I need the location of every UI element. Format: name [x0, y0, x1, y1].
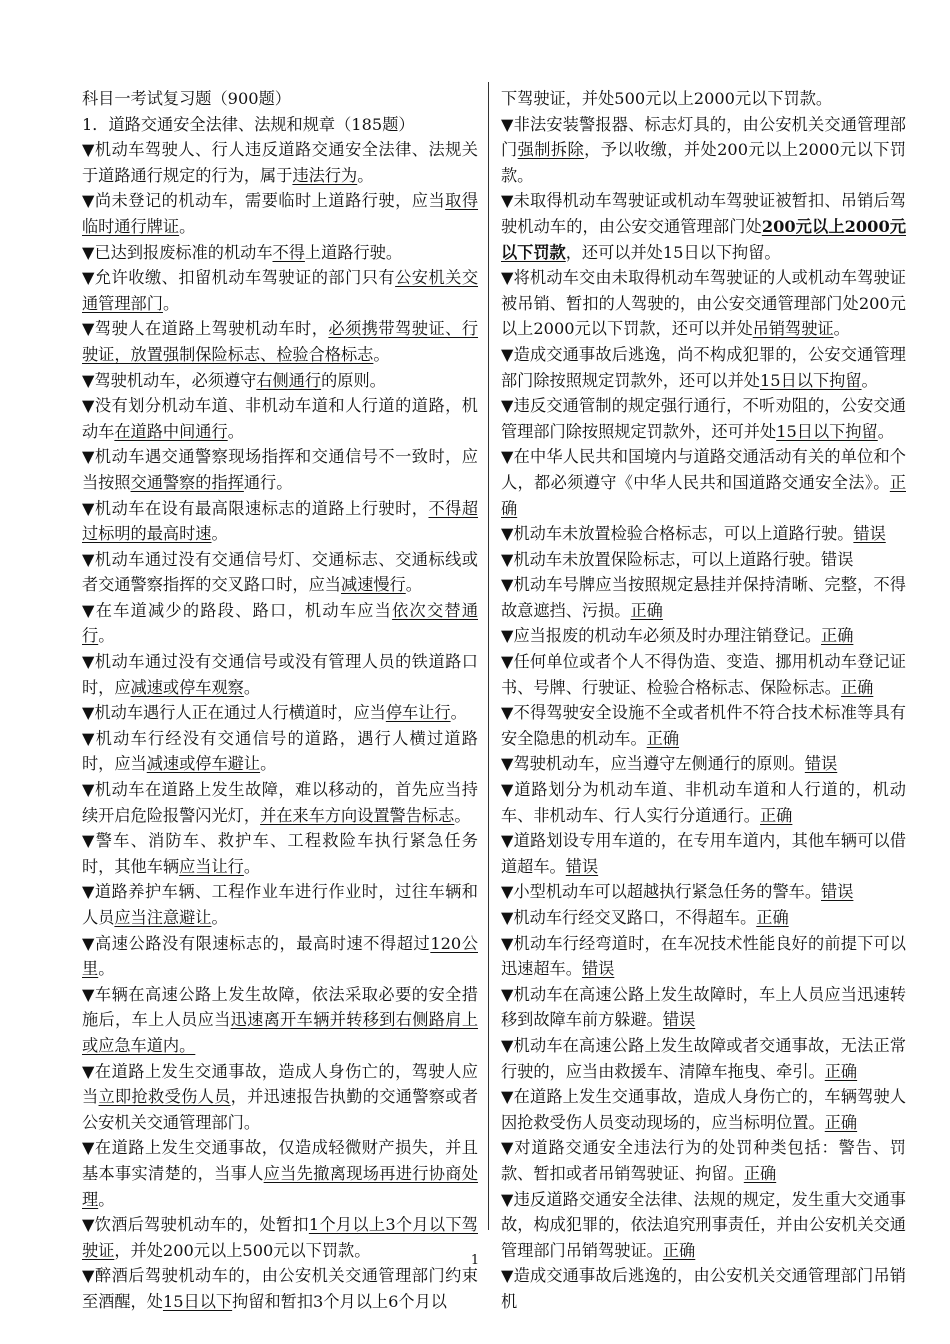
- question-item: [82, 188, 478, 239]
- question-text: ▼机动车在高速公路上发生故障时，车上人员应当迅速转移到故障车前方躲避。: [501, 984, 906, 1030]
- answer-text: 120公里: [82, 933, 478, 979]
- question-text: ▼违反交通管制的规定强行通行，不听劝阻的，公安交通管理部门除按照规定罚款外，还可并处: [501, 396, 906, 441]
- answer-text: 正确: [743, 1163, 777, 1183]
- question-item: [82, 137, 478, 188]
- question-text: 。: [373, 344, 390, 364]
- question-text: ▼任何单位或者个人不得伪造、变造、挪用机动车登记证书、号牌、行驶证、检验合格标志、保险标志。: [501, 652, 906, 697]
- answer-text: 正确: [824, 1112, 858, 1132]
- question-text: ▼在道路上发生交通事故，造成人身伤亡的，车辆驾驶人因抢救受伤人员变动现场的，应当标明位置。: [501, 1087, 906, 1132]
- answer-text: 减速慢行: [341, 575, 406, 595]
- question-text: ▼已达到报废标准的机动车: [82, 242, 273, 262]
- answer-text: 15日以下拘留: [760, 370, 862, 390]
- answer-text: 正确: [760, 805, 793, 825]
- question-text: ，还可以并处15日以下拘留。: [565, 242, 781, 262]
- question-text: 。: [454, 805, 471, 825]
- document-title: 科目一考试复习题（900题）: [82, 89, 291, 108]
- question-text: 。: [357, 165, 374, 185]
- question-text: 的原则。: [321, 370, 386, 390]
- question-text: 。: [98, 626, 115, 646]
- question-text: 下驾驶证，并处500元以上2000元以下罚款。: [501, 89, 833, 108]
- question-text: 。: [260, 754, 277, 774]
- question-item: [501, 112, 906, 189]
- question-item: [501, 1135, 906, 1186]
- question-text: ▼机动车通过没有交通信号或没有管理人员的铁道路口时，应: [82, 652, 478, 697]
- question-item: [82, 982, 478, 1059]
- answer-text: 错误: [821, 882, 854, 902]
- question-item: [501, 700, 906, 751]
- answer-text: 应当让行: [179, 856, 244, 876]
- answer-text: 取得临时通行牌证: [82, 191, 479, 236]
- question-text: 。: [211, 524, 228, 544]
- question-item: [501, 547, 906, 573]
- question-item: [82, 316, 478, 367]
- answer-text: 200元以上2000元以下罚款: [501, 216, 907, 262]
- question-text: ▼在道路上发生交通事故，仅造成轻微财产损失，并且基本事实清楚的，当事人: [82, 1138, 478, 1183]
- question-item: [82, 265, 478, 316]
- answer-text: 并在来车方向设置警告标志: [260, 805, 455, 825]
- question-item: [501, 393, 906, 444]
- right-question-list: [501, 86, 906, 1315]
- question-item: [501, 342, 906, 393]
- question-item: [501, 931, 906, 982]
- question-item: [82, 1135, 478, 1212]
- question-text: ▼机动车在设有最高限速标志的道路上行驶时，: [82, 498, 429, 518]
- question-text: ▼饮酒后驾驶机动车的，处暂扣: [82, 1215, 309, 1235]
- answer-text: 1个月以上3个月以下驾驶证: [82, 1215, 478, 1260]
- answer-text: 正确: [630, 600, 663, 620]
- question-text: ▼机动车未放置保险标志，可以上道路行驶。错误: [501, 549, 854, 569]
- question-text: 。: [211, 908, 228, 927]
- answer-text: 正确: [756, 908, 789, 927]
- question-item: [501, 86, 906, 112]
- answer-text: 不得超过标明的最高时速: [82, 498, 479, 544]
- question-text: ▼驾驶机动车，必须遵守: [82, 370, 257, 390]
- question-item: [501, 188, 906, 265]
- column-divider: [488, 82, 489, 1230]
- question-text: 。: [861, 370, 878, 390]
- question-text: ▼没有划分机动车道、非机动车道和人行道的道路，机动车: [82, 396, 478, 441]
- answer-text: 错误: [804, 754, 838, 774]
- question-item: [501, 777, 906, 828]
- question-text: ▼驾驶人在道路上驾驶机动车时，: [82, 319, 329, 339]
- question-text: ▼尚未登记的机动车，需要临时上道路行驶，应当: [82, 191, 446, 211]
- answer-text: 正确: [840, 677, 874, 697]
- question-text: ▼高速公路没有限速标志的，最高时速不得超过: [82, 933, 431, 953]
- question-text: ▼机动车驾驶人、行人违反道路交通安全法律、法规关于道路通行规定的行为，属于: [82, 140, 478, 185]
- right-column: [501, 86, 906, 1315]
- question-text: ▼醉酒后驾驶机动车的，由公安机关交通管理部门约束至酒醒，处: [82, 1266, 478, 1311]
- answer-text: 正确: [662, 1240, 696, 1260]
- answer-text: 依次交替通行: [82, 600, 479, 646]
- question-text: 。: [98, 959, 115, 979]
- question-text: ▼警车、消防车、救护车、工程救险车执行紧急任务时，其他车辆: [82, 831, 478, 876]
- question-item: [501, 572, 906, 623]
- question-text: ▼造成交通事故后逃逸，尚不构成犯罪的，公安交通管理部门除按照规定罚款外，还可以并处: [501, 344, 906, 390]
- question-item: [82, 649, 478, 700]
- question-item: [82, 828, 478, 879]
- question-text: ，并处200元以上500元以下罚款。: [114, 1240, 371, 1260]
- question-item: [501, 905, 906, 931]
- question-text: ▼机动车行经弯道时，在车况技术性能良好的前提下可以迅速超车。: [501, 933, 906, 979]
- question-text: ▼违反道路交通安全法律、法规的规定，发生重大交通事故，构成犯罪的，依法追究刑事责任，并由公安机关交通管理部门吊销驾驶证。: [501, 1189, 906, 1260]
- answer-text: 正确: [501, 472, 906, 518]
- answer-text: 错误: [581, 959, 615, 979]
- answer-text: 违法行为: [292, 165, 358, 185]
- question-text: 。: [179, 216, 196, 236]
- question-text: 。: [227, 421, 244, 441]
- question-text: ▼允许收缴、扣留机动车驾驶证的部门只有: [82, 268, 396, 288]
- question-item: [501, 982, 906, 1033]
- answer-text: 15日以下: [162, 1291, 233, 1311]
- answer-text: 迅速离开车辆并转移到右侧路肩上或应急车道内。: [82, 1010, 479, 1055]
- question-text: ▼在中华人民共和国境内与道路交通活动有关的单位和个人，都必须遵守《中华人民共和国道路交通安全法》。: [501, 447, 906, 492]
- question-text: ▼机动车行经交叉路口，不得超车。: [501, 908, 757, 927]
- question-item: [501, 649, 906, 700]
- answer-text: 15日以下拘留: [776, 421, 878, 441]
- question-text: ▼应当报废的机动车必须及时办理注销登记。: [501, 626, 822, 646]
- question-text: ▼将机动车交由未取得机动车驾驶证的人或机动车驾驶证被吊销、暂扣的人驾驶的，由公安交通管理部门处200元以上2000元以下罚款，还可以并处: [501, 268, 906, 339]
- question-text: ▼造成交通事故后逃逸的，由公安机关交通管理部门吊销机: [501, 1266, 906, 1311]
- question-text: ▼道路划分为机动车道、非机动车道和人行道的，机动车、非机动车、行人实行分道通行。: [501, 780, 906, 825]
- answer-text: 公安机关交通管理部门: [82, 268, 479, 313]
- question-item: [82, 598, 478, 649]
- question-text: ▼机动车遇行人正在通过人行横道时，应当: [82, 703, 386, 723]
- question-text: 。: [450, 703, 467, 723]
- answer-text: 必须携带驾驶证、行驶证，放置强制保险标志、检验合格标志: [82, 319, 479, 364]
- question-text: ▼机动车遇交通警察现场指挥和交通信号不一致时，应当按照: [82, 447, 478, 492]
- question-item: [501, 1263, 906, 1314]
- question-text: ▼机动车未放置检验合格标志，可以上道路行驶。: [501, 524, 854, 544]
- answer-text: 立即抢救受伤人员: [98, 1087, 231, 1107]
- question-text: 。: [98, 1189, 115, 1209]
- answer-text: 错误: [565, 856, 599, 876]
- question-text: ▼机动车在高速公路上发生故障或者交通事故，无法正常行驶的，应当由救援车、清障车拖曳、牵引。: [501, 1035, 906, 1081]
- answer-text: 吊销驾驶证: [752, 319, 834, 339]
- question-text: 。: [243, 677, 261, 697]
- question-item: [501, 1187, 906, 1264]
- answer-text: 正确: [646, 728, 680, 748]
- question-item: [82, 726, 478, 777]
- question-item: [82, 700, 478, 726]
- answer-text: 强制拆除: [517, 140, 585, 160]
- answer-text: 应当注意避让: [114, 908, 212, 927]
- question-text: 通行。: [243, 472, 293, 492]
- question-item: [501, 623, 906, 649]
- answer-text: 右侧通行: [256, 370, 322, 390]
- question-text: ▼车辆在高速公路上发生故障，依法采取必要的安全措施后，车上人员应当: [82, 984, 478, 1030]
- question-text: 。: [877, 421, 894, 441]
- question-text: ▼在道路上发生交通事故，造成人身伤亡的，驾驶人应当: [82, 1061, 478, 1107]
- question-text: 。: [162, 293, 180, 313]
- question-item: [82, 777, 478, 828]
- answer-text: 减速或停车观察: [130, 677, 244, 697]
- left-question-list: [82, 137, 478, 1314]
- question-item: [501, 444, 906, 521]
- question-text: ▼在车道减少的路段、路口，机动车应当: [82, 600, 393, 620]
- answer-text: 不得: [272, 242, 305, 262]
- question-text: ▼机动车在道路上发生故障，难以移动的，首先应当持续开启危险报警闪光灯，: [82, 780, 478, 825]
- question-text: ，并迅速报告执勤的交通警察或者公安机关交通管理部门。: [82, 1087, 479, 1132]
- question-text: 。: [405, 575, 422, 595]
- question-text: 。: [833, 319, 850, 339]
- answer-text: 停车让行: [385, 703, 451, 723]
- answer-text: 错误: [853, 524, 886, 544]
- answer-text: 在道路中间通行: [114, 421, 228, 441]
- question-text: ▼未取得机动车驾驶证或机动车驾驶证被暂扣、吊销后驾驶机动车的，由公安交通管理部门处: [501, 191, 906, 236]
- answer-text: 错误: [662, 1010, 696, 1030]
- answer-text: 减速或停车避让: [146, 754, 261, 774]
- left-column: [82, 86, 478, 1315]
- answer-text: 正确: [824, 1061, 858, 1081]
- question-text: ▼道路养护车辆、工程作业车进行作业时，过往车辆和人员: [82, 882, 478, 927]
- question-item: [501, 1084, 906, 1135]
- question-item: [501, 1033, 906, 1084]
- question-text: 拘留和暂扣3个月以上6个月以: [232, 1291, 447, 1311]
- question-item: [82, 393, 478, 444]
- question-item: [501, 265, 906, 342]
- question-text: ▼机动车号牌应当按照规定悬挂并保持清晰、完整，不得故意遮挡、污损。: [501, 575, 906, 620]
- question-text: ▼驾驶机动车，应当遵守左侧通行的原则。: [501, 754, 805, 774]
- question-item: [501, 828, 906, 879]
- question-text: ▼小型机动车可以超越执行紧急任务的警车。: [501, 882, 822, 902]
- question-text: ▼道路划设专用车道的，在专用车道内，其他车辆可以借道超车。: [501, 831, 906, 876]
- question-text: ▼机动车行经没有交通信号的道路，遇行人横过道路时，应当: [82, 728, 478, 774]
- question-item: [82, 879, 478, 930]
- question-item: [82, 368, 478, 394]
- section-heading: 1．道路交通安全法律、法规和规章（185题）: [82, 114, 415, 134]
- question-item: [82, 931, 478, 982]
- question-item: [82, 1263, 478, 1314]
- question-text: ▼对道路交通安全违法行为的处罚种类包括：警告、罚款、暂扣或者吊销驾驶证、拘留。: [501, 1138, 906, 1183]
- answer-text: 应当先撤离现场再进行协商处理: [82, 1163, 479, 1209]
- question-item: [501, 879, 906, 905]
- question-text: ▼非法安装警报器、标志灯具的，由公安机关交通管理部门: [501, 114, 906, 160]
- answer-text: 交通警察的指挥: [130, 472, 244, 492]
- question-text: ，予以收缴，并处200元以上2000元以下罚款。: [501, 140, 907, 185]
- question-text: ▼机动车通过没有交通信号灯、交通标志、交通标线或者交通警察指挥的交叉路口时，应当: [82, 549, 478, 595]
- question-item: [82, 240, 478, 266]
- answer-text: 正确: [821, 626, 854, 646]
- question-item: [501, 751, 906, 777]
- question-text: 上道路行驶。: [304, 242, 403, 262]
- question-item: [501, 521, 906, 547]
- question-item: [82, 547, 478, 598]
- page-number: 1: [470, 1253, 480, 1268]
- question-item: [82, 444, 478, 495]
- question-item: [82, 1059, 478, 1136]
- question-item: [82, 496, 478, 547]
- question-text: 。: [243, 856, 261, 876]
- question-text: ▼不得驾驶安全设施不全或者机件不符合技术标准等具有安全隐患的机动车。: [501, 703, 906, 748]
